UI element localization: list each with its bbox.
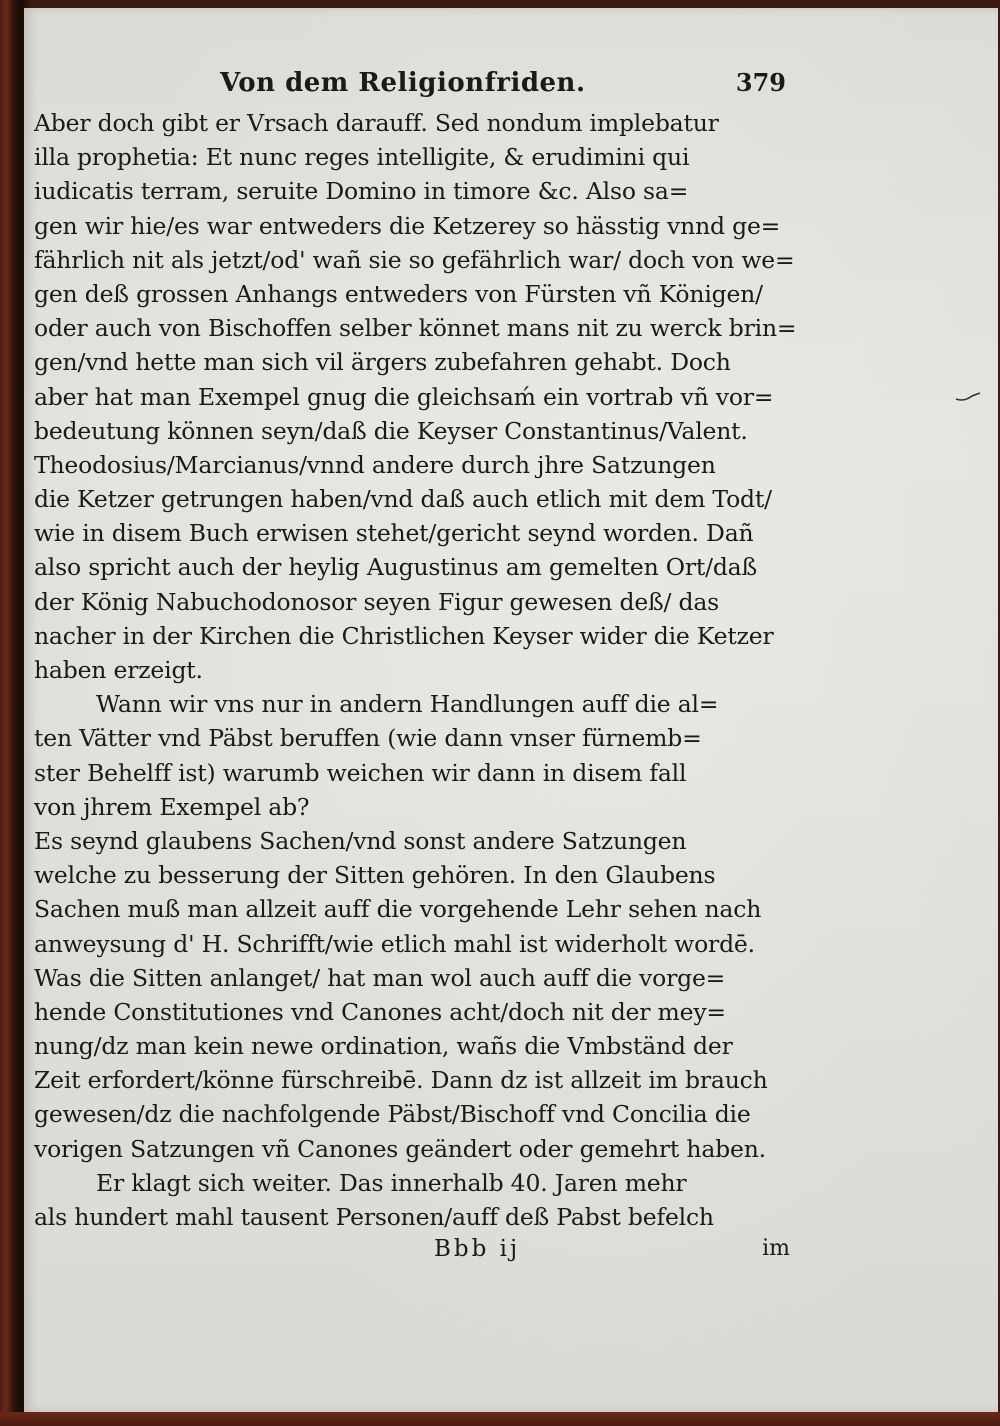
text-line: ten Vätter vnd Päbst beruffen (wie dann vnser fürnemb= bbox=[34, 724, 702, 753]
catchword: im bbox=[762, 1236, 790, 1262]
text-line: der König Nabuchodonosor seyen Figur gewesen deß/ das bbox=[34, 587, 720, 616]
text-line: aber hat man Exempel gnug die gleichsaḿ ein vortrab vñ vor= bbox=[34, 382, 774, 411]
margin-pen-mark bbox=[954, 390, 982, 404]
text-line: vorigen Satzungen vñ Canones geändert oder gemehrt haben. bbox=[34, 1134, 766, 1163]
text-line: Was die Sitten anlanget/ hat man wol auch auff die vorge= bbox=[34, 963, 726, 992]
page-footer bbox=[34, 1236, 790, 1272]
text-line: oder auch von Bischoffen selber könnet mans nit zu werck brin= bbox=[34, 314, 797, 343]
text-line: welche zu besserung der Sitten gehören. In den Glaubens bbox=[34, 861, 716, 890]
text-line: Theodosius/Marcianus/vnnd andere durch jhre Satzungen bbox=[34, 450, 716, 479]
text-block bbox=[34, 66, 797, 1272]
text-line: nacher in der Kirchen die Christlichen Keyser wider die Ketzer bbox=[34, 621, 774, 650]
text-line: gen wir hie/es war entweders die Ketzerey so hässtig vnnd ge= bbox=[34, 211, 781, 240]
text-line: iudicatis terram, seruite Domino in timore &c. Also sa= bbox=[34, 177, 689, 206]
text-line: gewesen/dz die nachfolgende Päbst/Bischoff vnd Concilia die bbox=[34, 1100, 751, 1129]
text-line: fährlich nit als jetzt/od' wañ sie so gefährlich war/ doch von we= bbox=[34, 245, 795, 274]
text-line: illa prophetia: Et nunc reges intelligite, & erudimini qui bbox=[34, 143, 690, 172]
text-line: also spricht auch der heylig Augustinus am gemelten Ort/daß bbox=[34, 553, 757, 582]
page-header bbox=[34, 66, 786, 106]
text-line: haben erzeigt. bbox=[34, 656, 203, 684]
text-line: Aber doch gibt er Vrsach darauff. Sed nondum implebatur bbox=[34, 109, 719, 137]
text-line: Wann wir vns nur in andern Handlungen auff die al= bbox=[96, 690, 719, 719]
text-line: gen deß grossen Anhangs entweders von Fürsten vñ Königen/ bbox=[34, 279, 763, 308]
text-line: anweysung d' H. Schrifft/wie etlich mahl ist widerholt wordē. bbox=[34, 929, 755, 958]
text-line: von jhrem Exempel ab? bbox=[34, 792, 310, 821]
text-line: die Ketzer getrungen haben/vnd daß auch etlich mit dem Todt/ bbox=[34, 485, 772, 514]
body-text bbox=[34, 106, 797, 1234]
text-line: wie in disem Buch erwisen stehet/gericht seynd worden. Dañ bbox=[34, 519, 754, 548]
text-line: nung/dz man kein newe ordination, wañs die Vmbständ der bbox=[34, 1032, 733, 1061]
text-line: Sachen muß man allzeit auff die vorgehende Lehr sehen nach bbox=[34, 895, 762, 924]
text-line: ster Behelff ist) warumb weichen wir dann in disem fall bbox=[34, 758, 687, 787]
text-line: als hundert mahl tausent Personen/auff deß Pabst befelch bbox=[34, 1203, 714, 1231]
text-line: bedeutung können seyn/daß die Keyser Constantinus/Valent. bbox=[34, 416, 748, 445]
text-line: Zeit erfordert/könne fürschreibē. Dann dz ist allzeit im brauch bbox=[34, 1066, 768, 1095]
text-line: Es seynd glaubens Sachen/vnd sonst andere Satzungen bbox=[34, 826, 687, 855]
book-bottom-edge bbox=[0, 1412, 1000, 1426]
text-line: hende Constitutiones vnd Canones acht/doch nit der mey= bbox=[34, 997, 726, 1026]
text-line: gen/vnd hette man sich vil ärgers zubefahren gehabt. Doch bbox=[34, 348, 731, 377]
folio-number: 379 bbox=[735, 68, 786, 97]
text-line: Er klagt sich weiter. Das innerhalb 40. Jaren mehr bbox=[96, 1168, 687, 1197]
running-head: Von dem Religionfriden. bbox=[220, 68, 586, 98]
signature-mark: Bbb ij bbox=[434, 1236, 521, 1263]
